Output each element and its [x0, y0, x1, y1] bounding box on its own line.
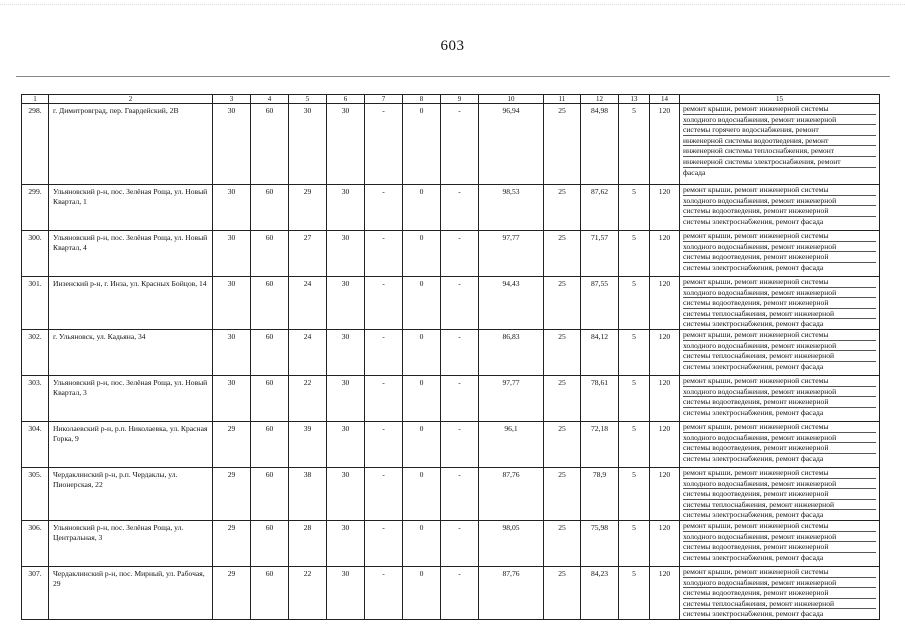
value-cell-c13: 5 — [619, 566, 650, 619]
works-line: холодного водоснабжения, ремонт инженерной — [683, 387, 876, 398]
value-cell-c11: 25 — [544, 104, 581, 185]
value-cell-c14: 120 — [650, 329, 680, 375]
value-cell-c12: 84,23 — [581, 566, 619, 619]
works-cell — [680, 185, 880, 231]
value-cell-c12: 71,57 — [581, 231, 619, 277]
header-cell: 5 — [289, 95, 327, 104]
header-cell: 8 — [403, 95, 441, 104]
value-cell-c3: 30 — [213, 231, 251, 277]
value-cell-c14: 120 — [650, 104, 680, 185]
value-cell-c11: 25 — [544, 520, 581, 566]
works-line: ремонт крыши, ремонт инженерной системы — [683, 521, 876, 532]
header-cell: 3 — [213, 95, 251, 104]
value-cell-c12: 87,55 — [581, 277, 619, 330]
table-row — [22, 375, 880, 421]
address-cell: Ульяновский р-н, пос. Зелёная Роща, ул. Новый Квартал, 1 — [49, 185, 213, 231]
table-row — [22, 185, 880, 231]
value-cell-c5: 24 — [289, 329, 327, 375]
works-line: системы теплоснабжения, ремонт инженерной — [683, 500, 876, 511]
value-cell-c11: 25 — [544, 329, 581, 375]
value-cell-c10: 96,94 — [479, 104, 544, 185]
header-cell: 13 — [619, 95, 650, 104]
works-line: системы водоотведения, ремонт инженерной — [683, 252, 876, 263]
row-number-cell: 306. — [22, 520, 49, 566]
value-cell-c5: 30 — [289, 104, 327, 185]
value-cell-c6: 30 — [327, 566, 365, 619]
value-cell-c7: - — [365, 329, 403, 375]
works-line: системы электроснабжения, ремонт фасада — [683, 453, 824, 463]
row-number-cell: 302. — [22, 329, 49, 375]
value-cell-c3: 30 — [213, 104, 251, 185]
works-line: инженерной системы водоотведения, ремонт — [683, 136, 876, 147]
address-cell: г. Ульяновск, ул. Кадьяна, 34 — [49, 329, 213, 375]
header-cell: 15 — [680, 95, 880, 104]
works-line: холодного водоснабжения, ремонт инженерной — [683, 242, 876, 253]
value-cell-c7: - — [365, 566, 403, 619]
row-number-cell: 305. — [22, 467, 49, 520]
header-cell: 10 — [479, 95, 544, 104]
value-cell-c4: 60 — [251, 329, 289, 375]
value-cell-c7: - — [365, 185, 403, 231]
table-row — [22, 421, 880, 467]
address-cell: Ульяновский р-н, пос. Зелёная Роща, ул. Новый Квартал, 3 — [49, 375, 213, 421]
value-cell-c8: 0 — [403, 566, 441, 619]
value-cell-c10: 97,77 — [479, 375, 544, 421]
works-cell — [680, 375, 880, 421]
value-cell-c5: 28 — [289, 520, 327, 566]
value-cell-c3: 29 — [213, 467, 251, 520]
works-line: ремонт крыши, ремонт инженерной системы — [683, 231, 876, 242]
address-cell: Ульяновский р-н, пос. Зелёная Роща, ул. Центральная, 3 — [49, 520, 213, 566]
works-line: системы водоотведения, ремонт инженерной — [683, 489, 876, 500]
scan-edge-dots — [0, 4, 905, 5]
row-number-cell: 303. — [22, 375, 49, 421]
value-cell-c3: 30 — [213, 329, 251, 375]
works-line: инженерной системы теплоснабжения, ремонт — [683, 146, 876, 157]
value-cell-c8: 0 — [403, 520, 441, 566]
value-cell-c5: 38 — [289, 467, 327, 520]
value-cell-c14: 120 — [650, 467, 680, 520]
value-cell-c3: 30 — [213, 375, 251, 421]
works-line: ремонт крыши, ремонт инженерной системы — [683, 468, 876, 479]
works-line: инженерной системы электроснабжения, ремонт — [683, 157, 876, 168]
value-cell-c10: 98,05 — [479, 520, 544, 566]
works-cell — [680, 104, 880, 185]
works-line: системы водоотведения, ремонт инженерной — [683, 588, 876, 599]
value-cell-c8: 0 — [403, 329, 441, 375]
value-cell-c9: - — [441, 375, 479, 421]
value-cell-c14: 120 — [650, 375, 680, 421]
value-cell-c4: 60 — [251, 421, 289, 467]
value-cell-c13: 5 — [619, 185, 650, 231]
value-cell-c13: 5 — [619, 467, 650, 520]
works-line: холодного водоснабжения, ремонт инженерной — [683, 341, 876, 352]
value-cell-c8: 0 — [403, 277, 441, 330]
value-cell-c11: 25 — [544, 231, 581, 277]
row-number-cell: 300. — [22, 231, 49, 277]
value-cell-c9: - — [441, 185, 479, 231]
value-cell-c12: 78,9 — [581, 467, 619, 520]
header-rule — [16, 76, 890, 77]
value-cell-c14: 120 — [650, 421, 680, 467]
value-cell-c3: 30 — [213, 185, 251, 231]
value-cell-c6: 30 — [327, 329, 365, 375]
value-cell-c4: 60 — [251, 185, 289, 231]
header-cell: 4 — [251, 95, 289, 104]
value-cell-c7: - — [365, 375, 403, 421]
works-line: холодного водоснабжения, ремонт инженерной — [683, 288, 876, 299]
value-cell-c8: 0 — [403, 467, 441, 520]
works-line: холодного водоснабжения, ремонт инженерной — [683, 479, 876, 490]
works-line: системы водоотведения, ремонт инженерной — [683, 298, 876, 309]
value-cell-c13: 5 — [619, 421, 650, 467]
value-cell-c6: 30 — [327, 467, 365, 520]
value-cell-c9: - — [441, 104, 479, 185]
table-row — [22, 566, 880, 619]
value-cell-c7: - — [365, 231, 403, 277]
works-line: системы теплоснабжения, ремонт инженерной — [683, 309, 876, 320]
value-cell-c14: 120 — [650, 520, 680, 566]
value-cell-c11: 25 — [544, 467, 581, 520]
value-cell-c13: 5 — [619, 104, 650, 185]
value-cell-c12: 87,62 — [581, 185, 619, 231]
works-cell — [680, 520, 880, 566]
value-cell-c8: 0 — [403, 104, 441, 185]
value-cell-c4: 60 — [251, 277, 289, 330]
value-cell-c6: 30 — [327, 185, 365, 231]
value-cell-c12: 72,18 — [581, 421, 619, 467]
header-row — [22, 95, 880, 104]
row-number-cell: 304. — [22, 421, 49, 467]
value-cell-c7: - — [365, 467, 403, 520]
value-cell-c5: 39 — [289, 421, 327, 467]
row-number-cell: 298. — [22, 104, 49, 185]
value-cell-c13: 5 — [619, 231, 650, 277]
value-cell-c6: 30 — [327, 231, 365, 277]
works-line: холодного водоснабжения, ремонт инженерной — [683, 115, 876, 126]
repair-schedule-table — [21, 94, 880, 620]
header-cell: 12 — [581, 95, 619, 104]
works-line: системы теплоснабжения, ремонт инженерной — [683, 599, 876, 610]
value-cell-c6: 30 — [327, 104, 365, 185]
value-cell-c7: - — [365, 277, 403, 330]
value-cell-c10: 94,43 — [479, 277, 544, 330]
value-cell-c10: 87,76 — [479, 467, 544, 520]
works-line: ремонт крыши, ремонт инженерной системы — [683, 185, 876, 196]
value-cell-c6: 30 — [327, 421, 365, 467]
works-line: системы водоотведения, ремонт инженерной — [683, 397, 876, 408]
header-cell: 2 — [49, 95, 213, 104]
address-cell: г. Димитровград, пер. Гвардейский, 2В — [49, 104, 213, 185]
works-line: системы теплоснабжения, ремонт инженерной — [683, 351, 876, 362]
value-cell-c3: 30 — [213, 277, 251, 330]
works-line: системы электроснабжения, ремонт фасада — [683, 407, 824, 417]
works-line: системы горячего водоснабжения, ремонт — [683, 125, 876, 136]
value-cell-c12: 84,12 — [581, 329, 619, 375]
table-row — [22, 231, 880, 277]
value-cell-c4: 60 — [251, 566, 289, 619]
table-row — [22, 467, 880, 520]
value-cell-c6: 30 — [327, 375, 365, 421]
header-cell: 7 — [365, 95, 403, 104]
value-cell-c3: 29 — [213, 566, 251, 619]
row-number-cell: 299. — [22, 185, 49, 231]
value-cell-c8: 0 — [403, 421, 441, 467]
value-cell-c4: 60 — [251, 375, 289, 421]
works-line: системы электроснабжения, ремонт фасада — [683, 361, 824, 371]
works-line: холодного водоснабжения, ремонт инженерной — [683, 578, 876, 589]
page-number: 603 — [440, 38, 465, 54]
value-cell-c13: 5 — [619, 375, 650, 421]
value-cell-c9: - — [441, 421, 479, 467]
value-cell-c10: 97,77 — [479, 231, 544, 277]
value-cell-c10: 86,83 — [479, 329, 544, 375]
works-line: холодного водоснабжения, ремонт инженерной — [683, 433, 876, 444]
value-cell-c12: 78,61 — [581, 375, 619, 421]
works-cell — [680, 421, 880, 467]
works-line: ремонт крыши, ремонт инженерной системы — [683, 104, 876, 115]
works-cell — [680, 566, 880, 619]
address-cell: Чердаклинский р-н, р.п. Чердаклы, ул. Пионерская, 22 — [49, 467, 213, 520]
value-cell-c4: 60 — [251, 520, 289, 566]
table-row — [22, 329, 880, 375]
value-cell-c11: 25 — [544, 277, 581, 330]
header-cell: 6 — [327, 95, 365, 104]
works-line: ремонт крыши, ремонт инженерной системы — [683, 567, 876, 578]
value-cell-c7: - — [365, 520, 403, 566]
works-cell — [680, 231, 880, 277]
header-cell: 1 — [22, 95, 49, 104]
address-cell: Чердаклинский р-н, пос. Мирный, ул. Рабочая, 29 — [49, 566, 213, 619]
value-cell-c11: 25 — [544, 566, 581, 619]
value-cell-c8: 0 — [403, 231, 441, 277]
works-line: системы водоотведения, ремонт инженерной — [683, 542, 876, 553]
works-cell — [680, 467, 880, 520]
value-cell-c9: - — [441, 520, 479, 566]
value-cell-c3: 29 — [213, 520, 251, 566]
works-line: ремонт крыши, ремонт инженерной системы — [683, 376, 876, 387]
value-cell-c8: 0 — [403, 185, 441, 231]
works-line: фасада — [683, 167, 706, 177]
table-row — [22, 104, 880, 185]
row-number-cell: 307. — [22, 566, 49, 619]
value-cell-c5: 24 — [289, 277, 327, 330]
value-cell-c11: 25 — [544, 421, 581, 467]
works-line: системы электроснабжения, ремонт фасада — [683, 609, 824, 619]
value-cell-c6: 30 — [327, 520, 365, 566]
header-cell: 11 — [544, 95, 581, 104]
works-line: холодного водоснабжения, ремонт инженерной — [683, 532, 876, 543]
value-cell-c12: 84,98 — [581, 104, 619, 185]
value-cell-c8: 0 — [403, 375, 441, 421]
works-line: системы водоотведения, ремонт инженерной — [683, 443, 876, 454]
value-cell-c9: - — [441, 566, 479, 619]
value-cell-c4: 60 — [251, 231, 289, 277]
works-line: системы водоотведения, ремонт инженерной — [683, 206, 876, 217]
value-cell-c9: - — [441, 329, 479, 375]
value-cell-c14: 120 — [650, 185, 680, 231]
works-line: системы электроснабжения, ремонт фасада — [683, 319, 824, 329]
value-cell-c10: 96,1 — [479, 421, 544, 467]
table-row — [22, 520, 880, 566]
works-line: ремонт крыши, ремонт инженерной системы — [683, 422, 876, 433]
value-cell-c13: 5 — [619, 520, 650, 566]
works-line: системы электроснабжения, ремонт фасада — [683, 216, 824, 226]
works-line: холодного водоснабжения, ремонт инженерной — [683, 196, 876, 207]
works-cell — [680, 329, 880, 375]
value-cell-c6: 30 — [327, 277, 365, 330]
value-cell-c13: 5 — [619, 277, 650, 330]
row-number-cell: 301. — [22, 277, 49, 330]
value-cell-c5: 22 — [289, 375, 327, 421]
works-line: ремонт крыши, ремонт инженерной системы — [683, 330, 876, 341]
header-cell: 9 — [441, 95, 479, 104]
works-line: системы электроснабжения, ремонт фасада — [683, 510, 824, 520]
value-cell-c3: 29 — [213, 421, 251, 467]
value-cell-c14: 120 — [650, 231, 680, 277]
value-cell-c5: 22 — [289, 566, 327, 619]
value-cell-c5: 27 — [289, 231, 327, 277]
value-cell-c11: 25 — [544, 375, 581, 421]
works-cell — [680, 277, 880, 330]
value-cell-c13: 5 — [619, 329, 650, 375]
value-cell-c4: 60 — [251, 467, 289, 520]
value-cell-c9: - — [441, 231, 479, 277]
value-cell-c14: 120 — [650, 277, 680, 330]
address-cell: Николаевский р-н, р.п. Николаевка, ул. Красная Горка, 9 — [49, 421, 213, 467]
works-line: системы электроснабжения, ремонт фасада — [683, 552, 824, 562]
address-cell: Ульяновский р-н, пос. Зелёная Роща, ул. Новый Квартал, 4 — [49, 231, 213, 277]
value-cell-c9: - — [441, 467, 479, 520]
value-cell-c5: 29 — [289, 185, 327, 231]
address-cell: Инзенский р-н, г. Инза, ул. Красных Бойцов, 14 — [49, 277, 213, 330]
value-cell-c12: 75,98 — [581, 520, 619, 566]
header-cell: 14 — [650, 95, 680, 104]
value-cell-c4: 60 — [251, 104, 289, 185]
value-cell-c14: 120 — [650, 566, 680, 619]
value-cell-c11: 25 — [544, 185, 581, 231]
works-line: ремонт крыши, ремонт инженерной системы — [683, 277, 876, 288]
value-cell-c10: 87,76 — [479, 566, 544, 619]
value-cell-c9: - — [441, 277, 479, 330]
works-line: системы электроснабжения, ремонт фасада — [683, 262, 824, 272]
table-row — [22, 277, 880, 330]
value-cell-c10: 98,53 — [479, 185, 544, 231]
value-cell-c7: - — [365, 104, 403, 185]
value-cell-c7: - — [365, 421, 403, 467]
